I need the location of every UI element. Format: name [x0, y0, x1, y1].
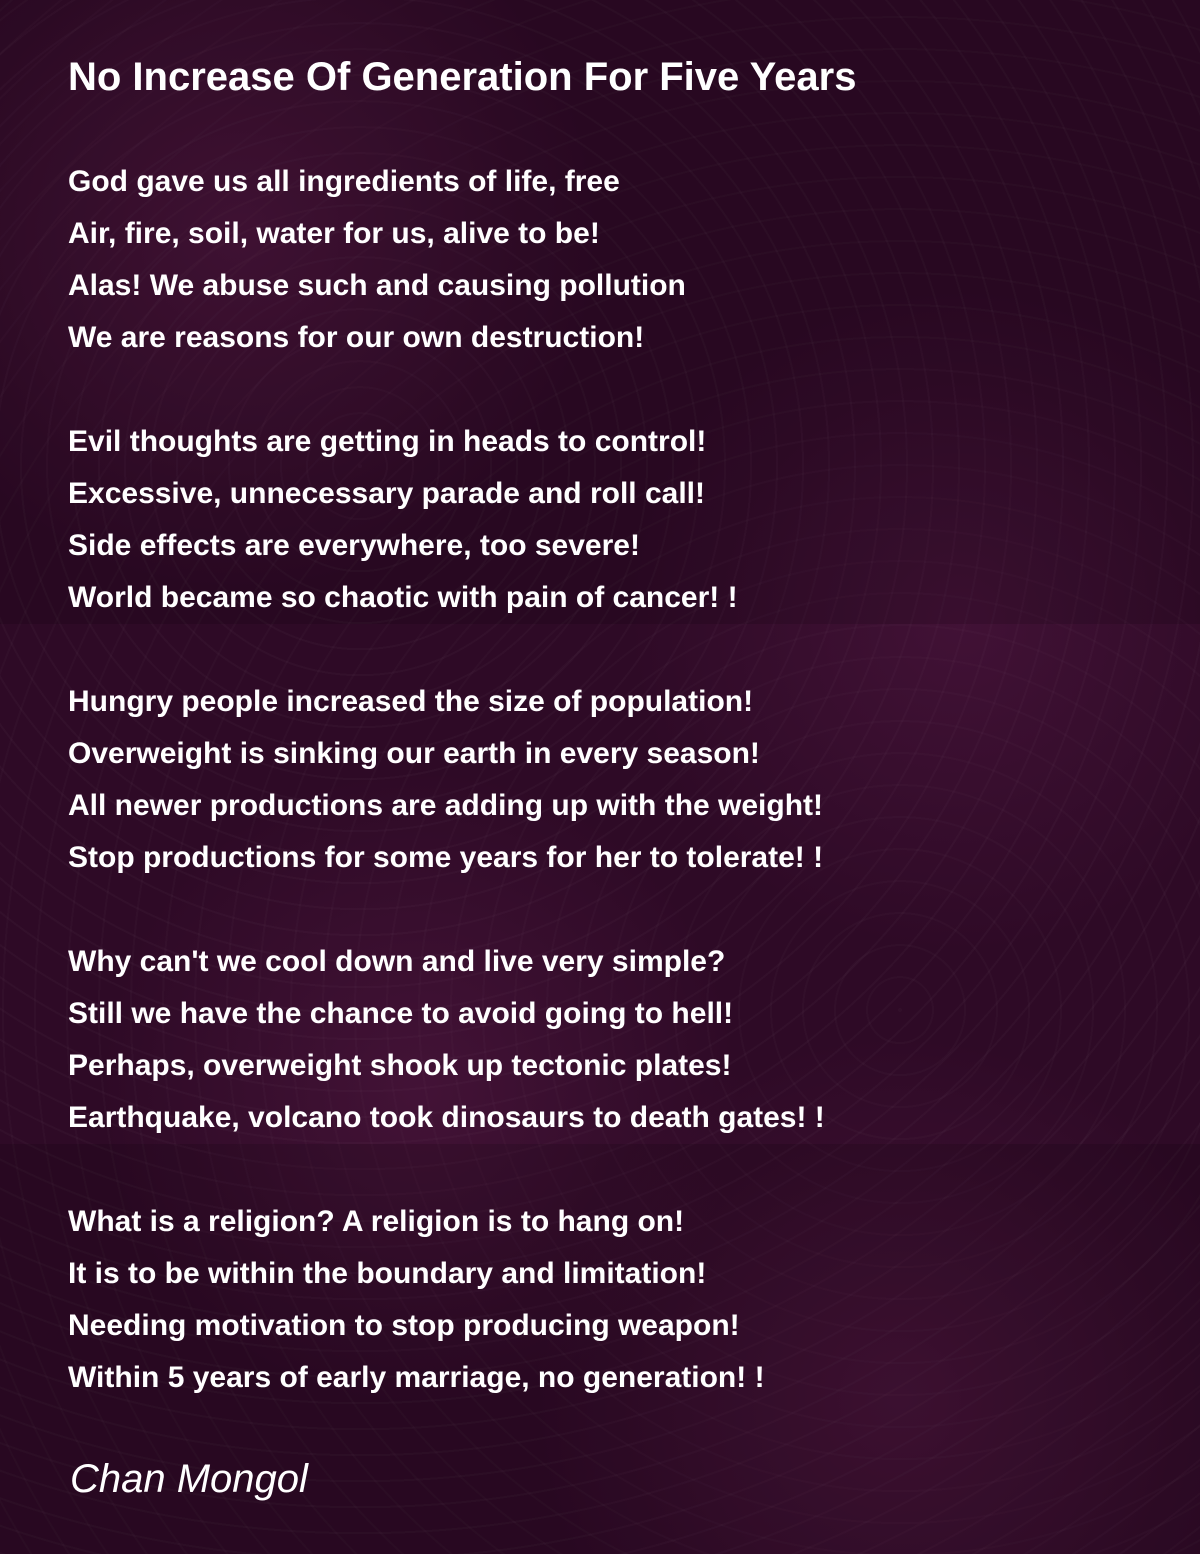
poem-line: Alas! We abuse such and causing pollution — [68, 269, 686, 302]
poem-line: Overweight is sinking our earth in every season! — [68, 737, 760, 770]
poem-title: No Increase Of Generation For Five Years — [68, 55, 857, 99]
poem-line: Within 5 years of early marriage, no generation! ! — [68, 1361, 765, 1394]
stanza-5 — [68, 1196, 1168, 1404]
poem-line: Still we have the chance to avoid going to hell! — [68, 997, 734, 1030]
poem-line: Needing motivation to stop producing weapon! — [68, 1309, 740, 1342]
poem-line: God gave us all ingredients of life, free — [68, 165, 620, 198]
stanza-3 — [68, 676, 1168, 884]
poem-line: World became so chaotic with pain of cancer! ! — [68, 581, 738, 614]
poem-line: Side effects are everywhere, too severe! — [68, 529, 640, 562]
poem-line: Excessive, unnecessary parade and roll call! — [68, 477, 706, 510]
poem-line: Earthquake, volcano took dinosaurs to death gates! ! — [68, 1101, 825, 1134]
poem-container — [68, 50, 1168, 1456]
poem-line: What is a religion? A religion is to hang on! — [68, 1205, 685, 1238]
stanza-2 — [68, 416, 1168, 624]
poem-line: We are reasons for our own destruction! — [68, 321, 645, 354]
poem-line: It is to be within the boundary and limitation! — [68, 1257, 707, 1290]
poem-line: Perhaps, overweight shook up tectonic plates! — [68, 1049, 732, 1082]
poem-body — [68, 156, 1168, 1404]
stanza-1 — [68, 156, 1168, 364]
poem-line: All newer productions are adding up with the weight! — [68, 789, 824, 822]
stanza-4 — [68, 936, 1168, 1144]
poem-line: Evil thoughts are getting in heads to control! — [68, 425, 707, 458]
poem-line: Why can't we cool down and live very simple? — [68, 945, 726, 978]
poem-line: Air, fire, soil, water for us, alive to be! — [68, 217, 600, 250]
poem-line: Hungry people increased the size of population! — [68, 685, 754, 718]
poem-author: Chan Mongol — [70, 1457, 308, 1501]
poem-line: Stop productions for some years for her to tolerate! ! — [68, 841, 824, 874]
